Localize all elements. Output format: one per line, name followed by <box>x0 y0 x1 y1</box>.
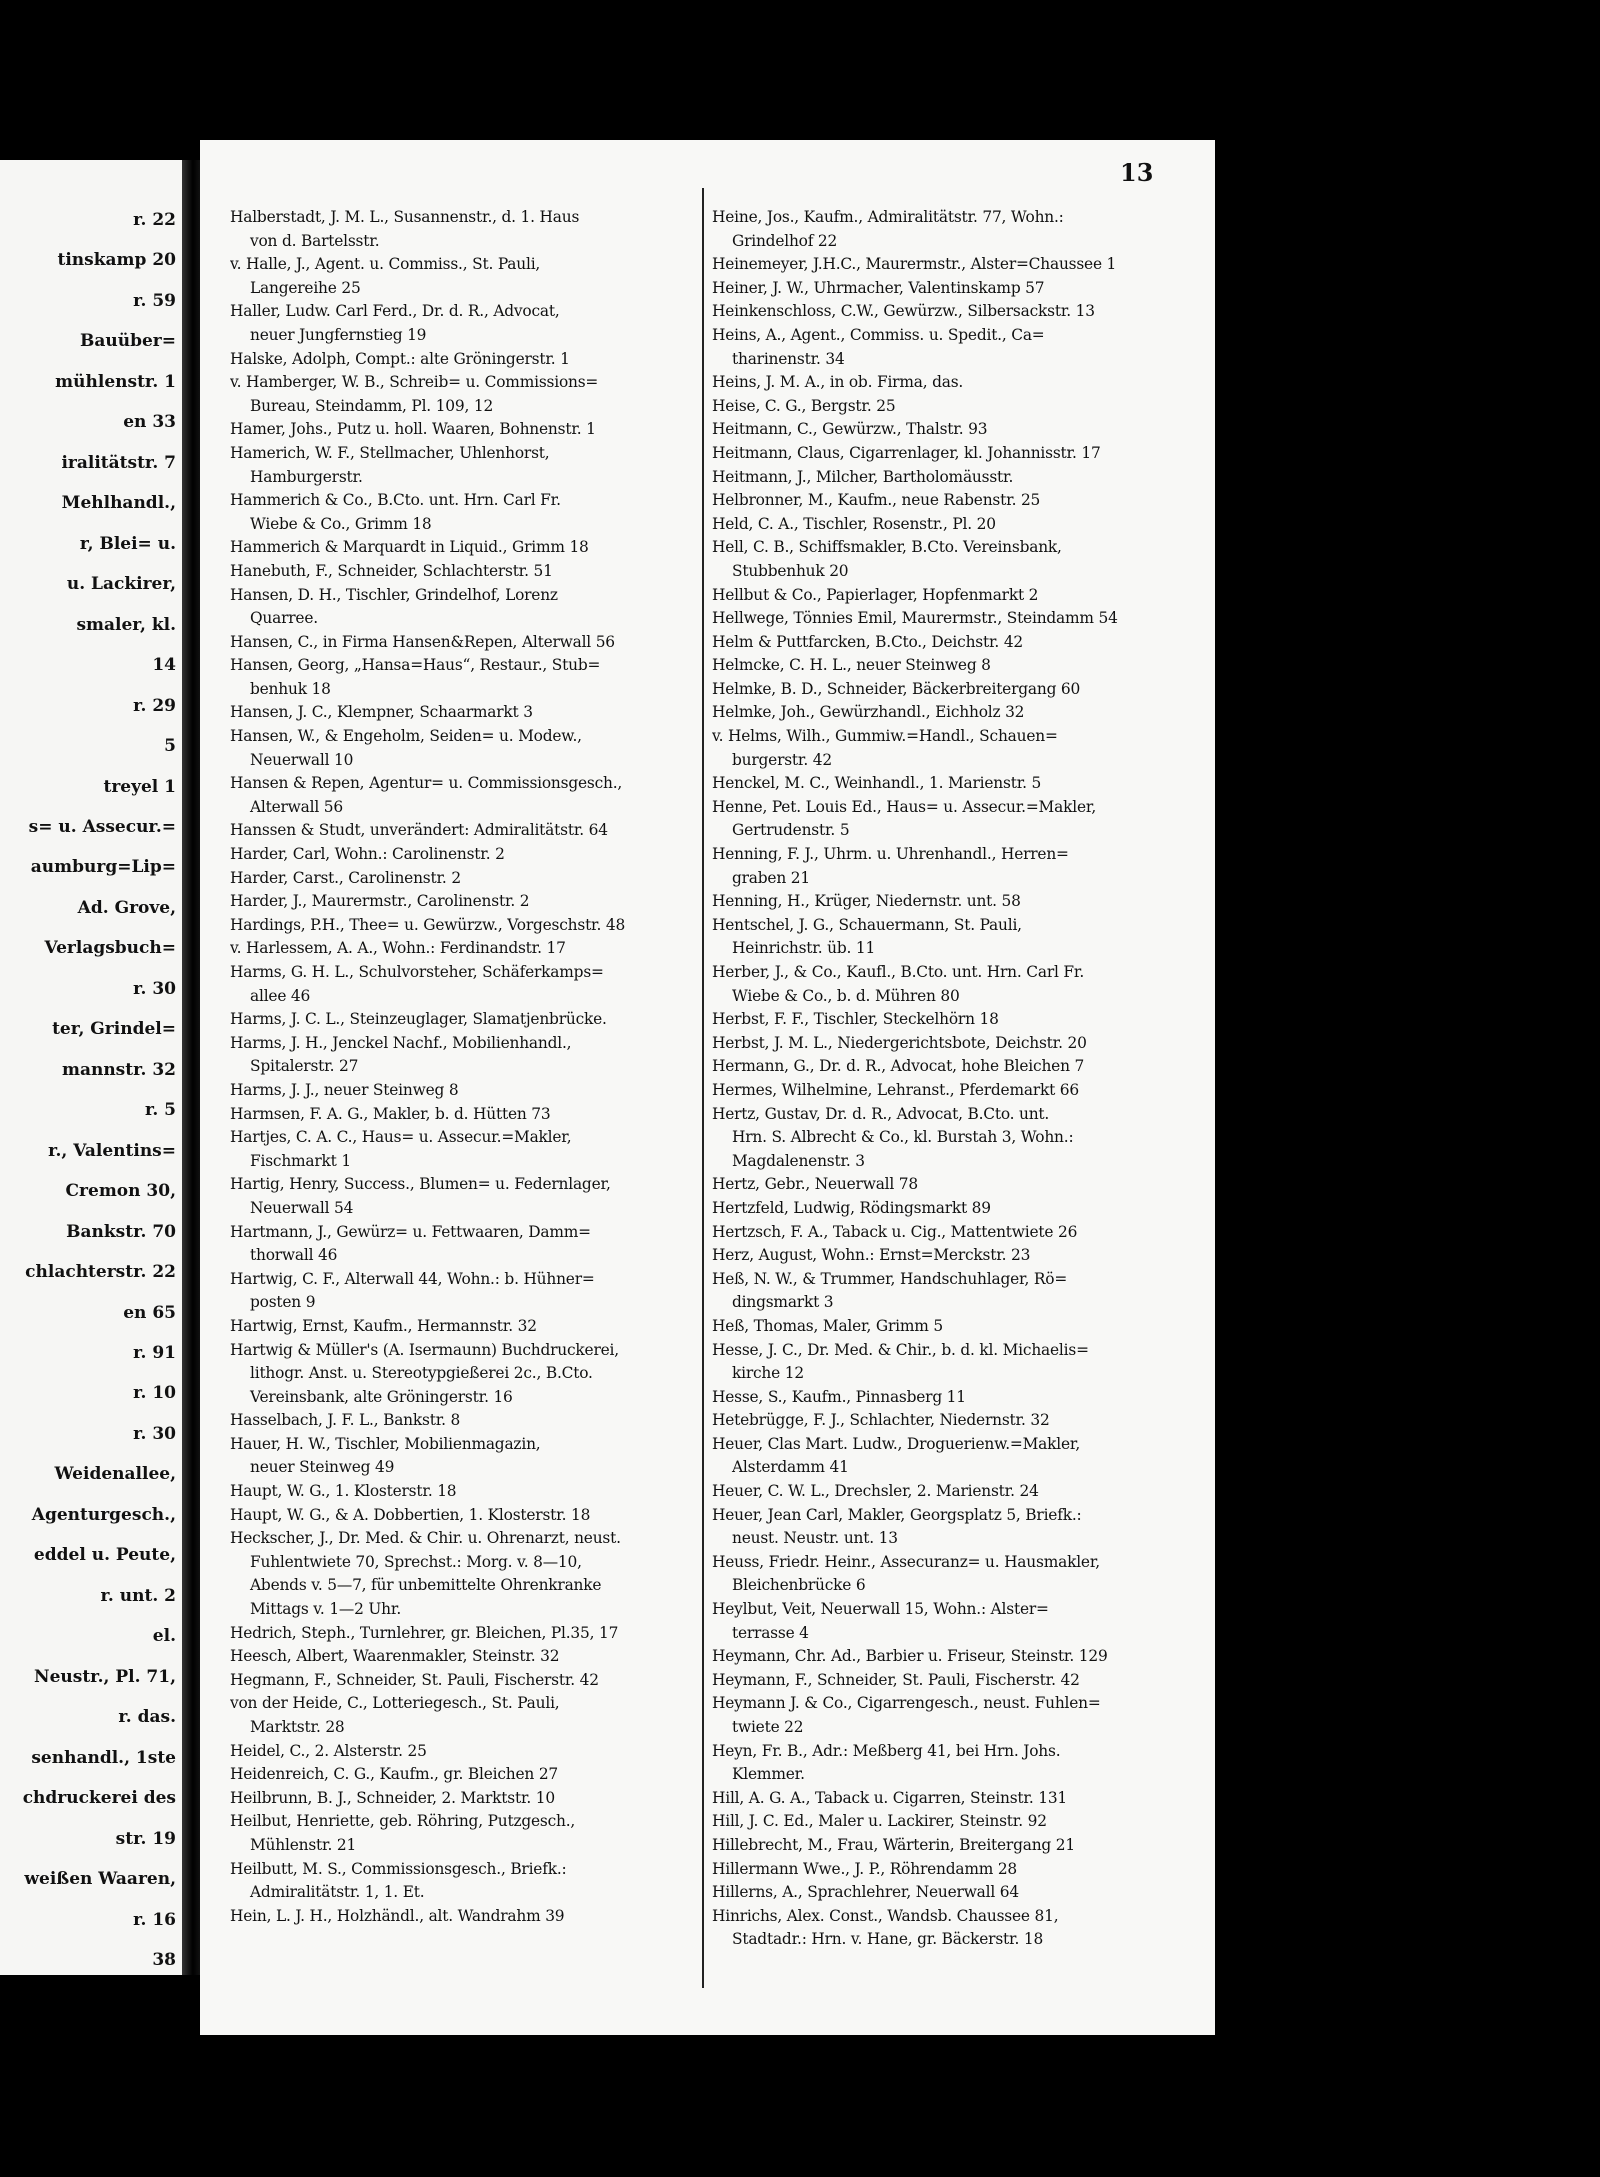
prev-page-line: str. 19 <box>115 1828 176 1849</box>
entry-continuation: twiete 22 <box>732 1718 804 1736</box>
prev-page-line: smaler, kl. <box>76 614 176 635</box>
directory-entry: Hermann, G., Dr. d. R., Advocat, hohe Bleichen 7 <box>712 1057 1085 1076</box>
entry-continuation: Mittags v. 1—2 Uhr. <box>250 1600 402 1619</box>
directory-entry: Heins, J. M. A., in ob. Firma, das. <box>712 373 964 392</box>
directory-entry: Hertz, Gustav, Dr. d. R., Advocat, B.Cto. unt. <box>712 1104 1050 1123</box>
directory-entry: Haupt, W. G., & A. Dobbertien, 1. Klosterstr. 18 <box>230 1505 591 1524</box>
right-column <box>712 206 1182 1952</box>
prev-page-line: mühlenstr. 1 <box>55 371 176 392</box>
entry-continuation: neuer Jungfernstieg 19 <box>250 325 427 344</box>
directory-entry: Hartjes, C. A. C., Haus= u. Assecur.=Makler, <box>230 1128 572 1147</box>
directory-entry: Heine, Jos., Kaufm., Admiralitätstr. 77, Wohn.: <box>712 208 1064 226</box>
prev-page-line: r. 29 <box>133 695 176 716</box>
prev-page-line: el. <box>152 1626 176 1647</box>
entry-continuation: kirche 12 <box>732 1364 804 1383</box>
entry-continuation: burgerstr. 42 <box>732 750 832 769</box>
directory-entry: v. Halle, J., Agent. u. Commiss., St. Pauli, <box>230 255 541 274</box>
entry-continuation: Heinrichstr. üb. 11 <box>732 939 876 958</box>
directory-entry: Herber, J., & Co., Kaufl., B.Cto. unt. Hrn. Carl Fr. <box>712 963 1085 981</box>
directory-entry: Helmcke, C. H. L., neuer Steinweg 8 <box>712 656 991 675</box>
prev-page-line: r. 30 <box>133 1423 176 1444</box>
directory-entry: Harder, J., Maurermstr., Carolinenstr. 2 <box>230 892 530 911</box>
directory-entry: Hertzsch, F. A., Taback u. Cig., Mattentwiete 26 <box>712 1222 1078 1241</box>
directory-entry: Harder, Carl, Wohn.: Carolinenstr. 2 <box>230 845 505 864</box>
prev-page-line: r. 22 <box>133 210 176 230</box>
directory-entry: Henckel, M. C., Weinhandl., 1. Marienstr. 5 <box>712 774 1042 793</box>
directory-entry: Harmsen, F. A. G., Makler, b. d. Hütten 73 <box>230 1104 551 1123</box>
directory-entry: Hegmann, F., Schneider, St. Pauli, Fischerstr. 42 <box>230 1670 599 1689</box>
entry-continuation: Neuerwall 54 <box>250 1198 354 1217</box>
directory-entry: Heuss, Friedr. Heinr., Assecuranz= u. Hausmakler, <box>712 1552 1100 1571</box>
entry-continuation: Wiebe & Co., Grimm 18 <box>250 514 432 533</box>
directory-entry: Helmke, Joh., Gewürzhandl., Eichholz 32 <box>712 703 1025 722</box>
directory-entry: Haupt, W. G., 1. Klosterstr. 18 <box>230 1482 457 1501</box>
directory-entry: Helbronner, M., Kaufm., neue Rabenstr. 25 <box>712 491 1041 510</box>
prev-page-line: Agenturgesch., <box>31 1504 176 1525</box>
directory-entry: Hertzfeld, Ludwig, Rödingsmarkt 89 <box>712 1198 991 1217</box>
prev-page-line: r. 10 <box>133 1383 176 1404</box>
directory-entry: Harder, Carst., Carolinenstr. 2 <box>230 868 461 887</box>
directory-entry: Herz, August, Wohn.: Ernst=Merckstr. 23 <box>712 1246 1031 1265</box>
entry-continuation: Grindelhof 22 <box>732 231 838 250</box>
prev-page-line: r, Blei= u. <box>79 533 176 554</box>
entry-continuation: Klemmer. <box>732 1765 805 1784</box>
directory-page <box>200 140 1215 2035</box>
prev-page-line: 14 <box>152 655 176 676</box>
directory-entry: Hasselbach, J. F. L., Bankstr. 8 <box>230 1411 461 1430</box>
directory-entry: Heilbut, Henriette, geb. Röhring, Putzgesch., <box>230 1812 576 1831</box>
directory-entry: Halberstadt, J. M. L., Susannenstr., d. 1. Haus <box>230 208 580 226</box>
entry-continuation: graben 21 <box>732 868 810 887</box>
prev-page-line: ter, Grindel= <box>52 1019 176 1040</box>
directory-entry: Heymann, Chr. Ad., Barbier u. Friseur, Steinstr. 129 <box>712 1647 1108 1666</box>
directory-entry: Hamer, Johs., Putz u. holl. Waaren, Bohnenstr. 1 <box>230 420 596 439</box>
directory-entry: Heymann, F., Schneider, St. Pauli, Fischerstr. 42 <box>712 1670 1080 1689</box>
directory-entry: Heitmann, J., Milcher, Bartholomäusstr. <box>712 467 1014 486</box>
directory-entry: Hein, L. J. H., Holzhändl., alt. Wandrahm 39 <box>230 1906 565 1925</box>
directory-entry: Hillermann Wwe., J. P., Röhrendamm 28 <box>712 1859 1018 1878</box>
entry-continuation: allee 46 <box>250 986 311 1005</box>
prev-page-line: r. 91 <box>133 1343 176 1364</box>
entry-continuation: Neuerwall 10 <box>250 750 354 769</box>
prev-page-line: en 33 <box>123 412 176 433</box>
entry-continuation: Abends v. 5—7, für unbemittelte Ohrenkranke <box>250 1576 602 1595</box>
directory-entry: Haller, Ludw. Carl Ferd., Dr. d. R., Advocat, <box>230 302 560 321</box>
directory-entry: Hellwege, Tönnies Emil, Maurermstr., Steindamm 54 <box>712 609 1118 628</box>
entry-continuation: dingsmarkt 3 <box>732 1293 834 1312</box>
prev-page-line: 5 <box>164 736 176 757</box>
directory-entry: Helmke, B. D., Schneider, Bäckerbreitergang 60 <box>712 679 1081 698</box>
entry-continuation: Mühlenstr. 21 <box>250 1835 357 1854</box>
directory-entry: Hill, A. G. A., Taback u. Cigarren, Steinstr. 131 <box>712 1788 1068 1807</box>
prev-page-line: weißen Waaren, <box>24 1869 176 1890</box>
page-number: 13 <box>1120 158 1154 187</box>
directory-entry: Heins, A., Agent., Commiss. u. Spedit., Ca= <box>712 325 1045 344</box>
prev-page-line: iralitätstr. 7 <box>61 452 176 473</box>
prev-page-line: r. 30 <box>133 978 176 999</box>
entry-continuation: Hamburgerstr. <box>250 467 363 486</box>
directory-entry: Harms, J. C. L., Steinzeuglager, Slamatjenbrücke. <box>230 1010 607 1029</box>
entry-continuation: Bleichenbrücke 6 <box>732 1576 866 1595</box>
prev-page-line: r. 59 <box>133 290 176 311</box>
prev-page-line: chlachterstr. 22 <box>25 1262 176 1283</box>
prev-page-line: senhandl., 1ste <box>31 1747 176 1768</box>
directory-entry: Heiner, J. W., Uhrmacher, Valentinskamp 57 <box>712 278 1045 297</box>
directory-entry: Held, C. A., Tischler, Rosenstr., Pl. 20 <box>712 514 996 533</box>
directory-entry: Heilbrunn, B. J., Schneider, 2. Marktstr. 10 <box>230 1788 555 1807</box>
directory-entry: Hartwig & Müller's (A. Isermaunn) Buchdruckerei, <box>230 1340 619 1359</box>
directory-entry: Hammerich & Co., B.Cto. unt. Hrn. Carl Fr. <box>230 491 561 510</box>
entry-continuation: Bureau, Steindamm, Pl. 109, 12 <box>250 396 494 415</box>
directory-entry: Hellbut & Co., Papierlager, Hopfenmarkt 2 <box>712 585 1039 604</box>
directory-entry: Heckscher, J., Dr. Med. & Chir. u. Ohrenarzt, neust. <box>230 1529 621 1548</box>
entry-continuation: Quarree. <box>250 609 318 628</box>
directory-entry: Herbst, J. M. L., Niedergerichtsbote, Deichstr. 20 <box>712 1033 1087 1052</box>
directory-entry: Hansen, W., & Engeholm, Seiden= u. Modew., <box>230 727 582 746</box>
directory-entry: v. Helms, Wilh., Gummiw.=Handl., Schauen= <box>712 727 1058 746</box>
directory-entry: Henning, H., Krüger, Niedernstr. unt. 58 <box>712 892 1021 911</box>
entry-continuation: Vereinsbank, alte Gröningerstr. 16 <box>250 1387 513 1406</box>
directory-entry: Hedrich, Steph., Turnlehrer, gr. Bleichen, Pl.35, 17 <box>230 1623 619 1642</box>
directory-entry: Hesse, J. C., Dr. Med. & Chir., b. d. kl. Michaelis= <box>712 1340 1089 1359</box>
entry-continuation: Wiebe & Co., b. d. Mühren 80 <box>732 986 960 1005</box>
prev-page-line: en 65 <box>123 1302 176 1323</box>
entry-continuation: Marktstr. 28 <box>250 1718 345 1736</box>
directory-entry: v. Harlessem, A. A., Wohn.: Ferdinandstr. 17 <box>230 939 566 958</box>
directory-entry: Herbst, F. F., Tischler, Steckelhörn 18 <box>712 1010 999 1029</box>
directory-entry: Heise, C. G., Bergstr. 25 <box>712 396 896 415</box>
directory-entry: Hill, J. C. Ed., Maler u. Lackirer, Steinstr. 92 <box>712 1812 1047 1831</box>
directory-entry: Hauer, H. W., Tischler, Mobilienmagazin, <box>230 1434 541 1453</box>
entry-continuation: terrasse 4 <box>732 1623 809 1642</box>
directory-entry: Heidel, C., 2. Alsterstr. 25 <box>230 1741 427 1760</box>
entry-continuation: neuer Steinweg 49 <box>250 1458 395 1477</box>
prev-page-line: Verlagsbuch= <box>44 938 176 959</box>
prev-page-line: 38 <box>152 1950 176 1970</box>
directory-entry: Hartwig, Ernst, Kaufm., Hermannstr. 32 <box>230 1316 537 1335</box>
prev-page-line: Mehlhandl., <box>61 493 176 514</box>
directory-entry: Heinkenschloss, C.W., Gewürzw., Silbersackstr. 13 <box>712 302 1095 321</box>
directory-entry: Harms, G. H. L., Schulvorsteher, Schäferkamps= <box>230 963 604 981</box>
entry-continuation: Admiralitätstr. 1, 1. Et. <box>250 1883 425 1902</box>
directory-entry: Heinemeyer, J.H.C., Maurermstr., Alster=Chaussee 1 <box>712 255 1117 274</box>
prev-page-line: aumburg=Lip= <box>30 857 176 878</box>
directory-entry: v. Hamberger, W. B., Schreib= u. Commissions= <box>230 373 599 392</box>
directory-entry: Hamerich, W. F., Stellmacher, Uhlenhorst, <box>230 443 550 462</box>
directory-entry: Hansen, Georg, „Hansa=Haus“, Restaur., Stub= <box>230 656 601 675</box>
entry-continuation: Alterwall 56 <box>250 797 343 816</box>
prev-page-line: r. das. <box>118 1707 176 1728</box>
directory-entry: Hermes, Wilhelmine, Lehranst., Pferdemarkt 66 <box>712 1080 1079 1099</box>
directory-entry: Hillerns, A., Sprachlehrer, Neuerwall 64 <box>712 1883 1019 1902</box>
directory-entry: Henning, F. J., Uhrm. u. Uhrenhandl., Herren= <box>712 845 1069 864</box>
directory-entry: Hentschel, J. G., Schauermann, St. Pauli, <box>712 915 1022 934</box>
book-spine <box>182 160 200 1975</box>
directory-entry: Heitmann, Claus, Cigarrenlager, kl. Johannisstr. 17 <box>712 443 1101 462</box>
prev-page-line: eddel u. Peute, <box>33 1545 176 1566</box>
directory-entry: Hanssen & Studt, unverändert: Admiralitätstr. 64 <box>230 821 608 840</box>
directory-entry: Hertz, Gebr., Neuerwall 78 <box>712 1175 918 1194</box>
directory-entry: Hanebuth, F., Schneider, Schlachterstr. 51 <box>230 561 553 580</box>
entry-continuation: Hrn. S. Albrecht & Co., kl. Burstah 3, Wohn.: <box>732 1128 1074 1147</box>
prev-page-line: Ad. Grove, <box>77 897 176 918</box>
directory-entry: Hansen, C., in Firma Hansen&Repen, Alterwall 56 <box>230 632 615 651</box>
prev-page-line: Cremon 30, <box>65 1181 176 1202</box>
prev-page-line: r., Valentins= <box>48 1140 176 1161</box>
directory-entry: Harms, J. H., Jenckel Nachf., Mobilienhandl., <box>230 1033 572 1052</box>
entry-continuation: benhuk 18 <box>250 679 331 698</box>
prev-page-line: Weidenallee, <box>54 1464 176 1485</box>
left-column <box>230 206 700 1928</box>
directory-entry: Halske, Adolph, Compt.: alte Gröningerstr. 1 <box>230 349 570 368</box>
entry-continuation: Fischmarkt 1 <box>250 1151 351 1170</box>
directory-entry: Hartig, Henry, Success., Blumen= u. Federnlager, <box>230 1175 611 1194</box>
prev-page-line: Bauüber= <box>79 331 176 352</box>
entry-continuation: Spitalerstr. 27 <box>250 1057 359 1076</box>
directory-entry: Heuer, Clas Mart. Ludw., Droguerienw.=Makler, <box>712 1434 1081 1453</box>
prev-page-line: treyel 1 <box>103 776 176 797</box>
entry-continuation: neust. Neustr. unt. 13 <box>732 1529 898 1548</box>
directory-entry: Heuer, Jean Carl, Makler, Georgsplatz 5, Briefk.: <box>712 1505 1082 1524</box>
directory-entry: Hansen, D. H., Tischler, Grindelhof, Lorenz <box>230 585 558 604</box>
previous-page-fragment <box>0 160 182 1975</box>
entry-continuation: Fuhlentwiete 70, Sprechst.: Morg. v. 8—10, <box>250 1552 582 1571</box>
entry-continuation: Gertrudenstr. 5 <box>732 821 850 840</box>
entry-continuation: posten 9 <box>250 1293 316 1312</box>
directory-entry: Heylbut, Veit, Neuerwall 15, Wohn.: Alster= <box>712 1600 1049 1619</box>
prev-page-line: r. 16 <box>133 1909 176 1930</box>
prev-page-line: u. Lackirer, <box>66 574 176 595</box>
column-divider <box>702 188 704 1988</box>
directory-entry: Hillebrecht, M., Frau, Wärterin, Breitergang 21 <box>712 1835 1075 1854</box>
directory-entry: Heidenreich, C. G., Kaufm., gr. Bleichen 27 <box>230 1765 559 1784</box>
directory-entry: Hesse, S., Kaufm., Pinnasberg 11 <box>712 1387 966 1406</box>
prev-page-line: Bankstr. 70 <box>66 1221 176 1242</box>
prev-page-line: chdruckerei des <box>22 1788 176 1809</box>
directory-entry: Hetebrügge, F. J., Schlachter, Niedernstr. 32 <box>712 1411 1050 1430</box>
directory-entry: Heuer, C. W. L., Drechsler, 2. Marienstr. 24 <box>712 1482 1039 1501</box>
directory-entry: Heß, N. W., & Trummer, Handschuhlager, Rö= <box>712 1269 1068 1288</box>
directory-entry: Helm & Puttfarcken, B.Cto., Deichstr. 42 <box>712 632 1024 651</box>
prev-page-line: r. unt. 2 <box>100 1585 176 1606</box>
directory-entry: von der Heide, C., Lotteriegesch., St. Pauli, <box>230 1694 560 1713</box>
directory-entry: Heß, Thomas, Maler, Grimm 5 <box>712 1316 943 1335</box>
entry-continuation: lithogr. Anst. u. Stereotypgießerei 2c., B.Cto. <box>250 1364 593 1383</box>
entry-continuation: von d. Bartelsstr. <box>250 231 380 250</box>
prev-page-line: tinskamp 20 <box>57 250 176 271</box>
directory-entry: Hammerich & Marquardt in Liquid., Grimm 18 <box>230 538 589 557</box>
directory-entry: Henne, Pet. Louis Ed., Haus= u. Assecur.=Makler, <box>712 797 1097 816</box>
entry-continuation: Stubbenhuk 20 <box>732 561 849 580</box>
directory-entry: Heitmann, C., Gewürzw., Thalstr. 93 <box>712 420 988 439</box>
prev-page-line: Neustr., Pl. 71, <box>34 1666 176 1687</box>
directory-entry: Heymann J. & Co., Cigarrengesch., neust. Fuhlen= <box>712 1694 1101 1713</box>
directory-entry: Heyn, Fr. B., Adr.: Meßberg 41, bei Hrn. Johs. <box>712 1741 1061 1760</box>
entry-continuation: tharinenstr. 34 <box>732 349 845 368</box>
directory-entry: Hansen & Repen, Agentur= u. Commissionsgesch., <box>230 774 623 793</box>
directory-entry: Hell, C. B., Schiffsmakler, B.Cto. Vereinsbank, <box>712 538 1062 557</box>
prev-page-line: mannstr. 32 <box>61 1059 176 1080</box>
directory-entry: Harms, J. J., neuer Steinweg 8 <box>230 1080 459 1099</box>
entry-continuation: Alsterdamm 41 <box>732 1458 849 1477</box>
directory-entry: Hardings, P.H., Thee= u. Gewürzw., Vorgeschstr. 48 <box>230 915 626 934</box>
entry-continuation: Stadtadr.: Hrn. v. Hane, gr. Bäckerstr. 18 <box>732 1930 1044 1949</box>
directory-entry: Hartwig, C. F., Alterwall 44, Wohn.: b. Hühner= <box>230 1269 595 1288</box>
directory-entry: Hinrichs, Alex. Const., Wandsb. Chaussee 81, <box>712 1906 1059 1925</box>
entry-continuation: Langereihe 25 <box>250 278 361 297</box>
directory-entry: Hartmann, J., Gewürz= u. Fettwaaren, Damm= <box>230 1222 591 1241</box>
directory-entry: Heesch, Albert, Waarenmakler, Steinstr. 32 <box>230 1647 560 1666</box>
prev-page-line: s= u. Assecur.= <box>28 816 176 837</box>
directory-entry: Hansen, J. C., Klempner, Schaarmarkt 3 <box>230 703 533 722</box>
entry-continuation: Magdalenenstr. 3 <box>732 1151 865 1170</box>
directory-entry: Heilbutt, M. S., Commissionsgesch., Briefk.: <box>230 1859 567 1878</box>
prev-page-line: r. 5 <box>144 1100 176 1121</box>
entry-continuation: thorwall 46 <box>250 1246 338 1265</box>
